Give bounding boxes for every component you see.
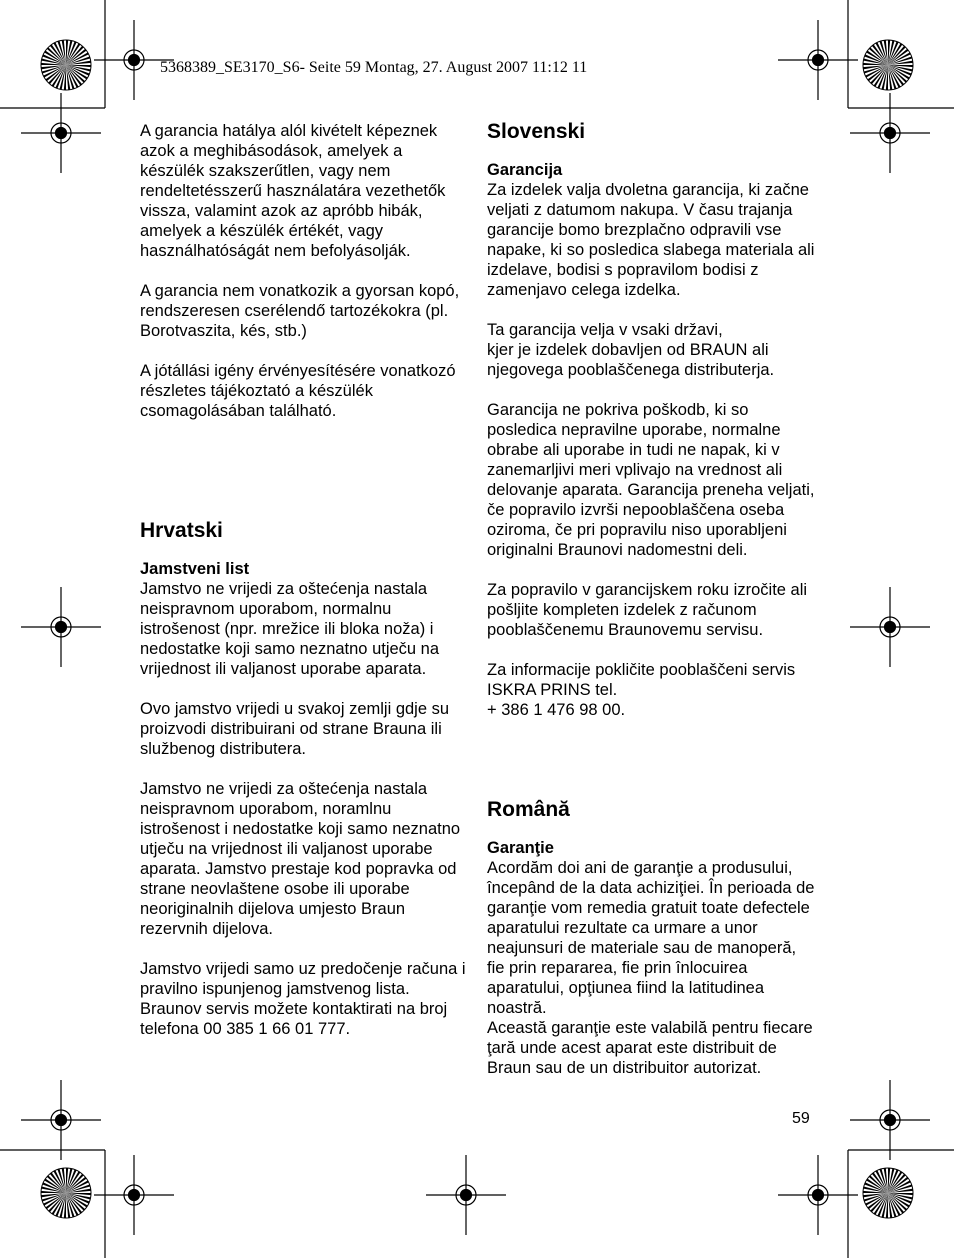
paragraph: A garancia nem vonatkozik a gyorsan kopó, rendszeresen cserélendő tartozékokra (pl. Borotvaszita, kés, stb.) [140,282,460,340]
registration-mark-icon [850,93,930,173]
paragraph: Za izdelek valja dvoletna garancija, ki začne veljati z datumom nakupa. V času trajanja garancije bomo brezplačno odpravili vse napake, ki so posledica slabega materiala ali izdelave, bodisi s popravilom bodisi z zamenjavo celega izdelka. [487,181,815,299]
paragraph: Jamstvo ne vrijedi za oštećenja nastala neispravnom uporabom, normalnu istrošenost (npr. mrežice ili bloka noža) i nedostatke koji samo neznatno utječu na vrijednost ili valjanost uporabe aparata. [140,580,440,678]
paragraph: Jamstvo vrijedi samo uz predočenje računa i pravilno ispunjenog jamstvenog lista. Braunov servis možete kontaktirati na broj telefona 00 385 1 66 01 777. [140,960,466,1038]
paragraph: A garancia hatálya alól kivételt képeznek azok a meghibásodások, amelyek a készülék szakszerűtlen, vagy nem rendeltetésszerű használatára vezethetők vissza, valamint azok az apróbb hibák, amelyek a készülék értékét, vagy használhatóságát nem befolyásolják. [140,122,446,260]
paragraph: Jamstvo ne vrijedi za oštećenja nastala neispravnom uporabom, noramlnu istrošenost i nedostatke koji samo neznatno utječu na vrijednost ili valjanost uporabe aparata. Jamstvo prestaje kod popravka od strane neovlaštene osobe ili uporabe neoriginalnih dijelova umjesto Braun rezervnih dijelova. [140,780,461,938]
hrvatski-section [140,559,470,1059]
section-subtitle: Garancija [487,161,563,179]
registration-mark-icon [426,1155,506,1235]
registration-mark-icon [94,1155,174,1235]
section-title-romana: Română [487,798,570,821]
print-header: 5368389_SE3170_S6- Seite 59 Montag, 27. August 2007 11:12 11 [160,59,588,76]
registration-mark-icon [850,587,930,667]
registration-mark-icon [850,1080,930,1160]
paragraph: Acordăm doi ani de garanţie a produsului, începând de la data achiziţiei. În perioada de garanţie vom remedia gratuit toate defectele aparatului rezultate ca urmare a unor neajunsuri de materiale sau de manoperă, fie prin repararea, fie prin înlocuirea aparatului, opţiunea fiind la latitudinea noastră. Această garanţie este valabilă pentru fiecare ţară unde acest aparat este distribuit de Braun sau de un distribuitor autorizat. [487,859,815,1077]
paragraph: Ovo jamstvo vrijedi u svakoj zemlji gdje su proizvodi distribuirani od strane Brauna ili službenog distributera. [140,700,450,758]
section-subtitle: Garanţie [487,839,554,857]
paragraph: A jótállási igény érvényesítésére vonatkozó részletes tájékoztató a készülék csomagolásában található. [140,362,456,420]
starburst-mark-icon [863,1168,913,1218]
registration-mark-icon [778,1155,858,1235]
slovenski-section [487,160,817,740]
registration-mark-icon [21,587,101,667]
romana-section [487,838,817,1098]
registration-mark-icon [21,1080,101,1160]
registration-mark-icon [21,93,101,173]
section-title-slovenski: Slovenski [487,120,586,143]
page-number: 59 [792,1110,810,1127]
paragraph: Garancija ne pokriva poškodb, ki so posledica nepravilne uporabe, normalne obrabe ali uporabe in tudi ne napak, ki v zanemarljivi meri vplivajo na vrednost ali delovanje aparata. Garancija preneha veljati, če popravilo izvrši nepooblaščena oseba oziroma, če pri popravilu niso uporabljeni originalni Braunovi nadomestni deli. [487,401,815,559]
section-title-hrvatski: Hrvatski [140,519,223,542]
starburst-mark-icon [41,40,91,90]
paragraph: Za popravilo v garancijskem roku izročite ali pošljite kompleten izdelek z računom pooblaščenemu Braunovemu servisu. [487,581,808,639]
registration-mark-icon [778,20,858,100]
starburst-mark-icon [863,40,913,90]
paragraph: Za informacije pokličite pooblaščeni servis ISKRA PRINS tel. + 386 1 476 98 00. [487,661,796,719]
starburst-mark-icon [41,1168,91,1218]
paragraph: Ta garancija velja v vsaki državi, kjer je izdelek dobavljen od BRAUN ali njegovega pooblaščenega distributerja. [487,321,775,379]
section-subtitle: Jamstveni list [140,560,250,578]
left-column [140,121,470,441]
